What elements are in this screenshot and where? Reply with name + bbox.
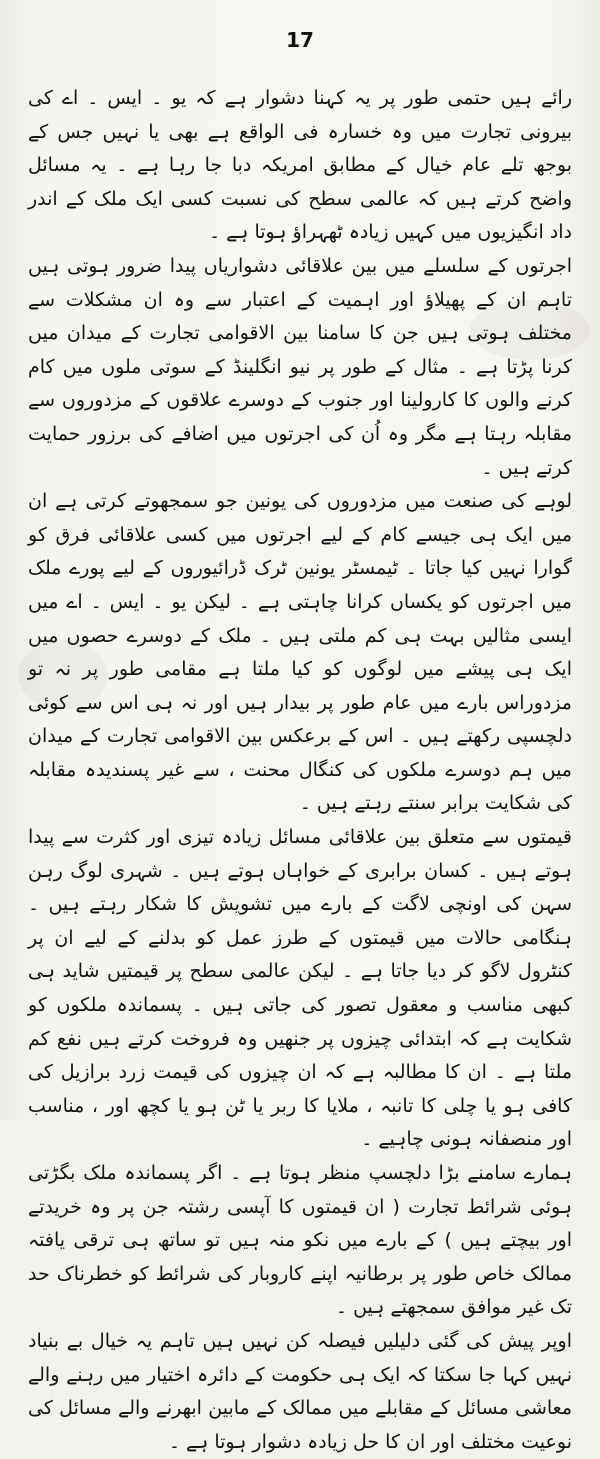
paragraph-6: اوپر پیش کی گئی دلیلیں فیصلہ کن نہیں ہیں تاہم یہ خیال بے بنیاد نہیں کہا جا سکتا کہ ایک ہی حکومت کے دائرہ اختیار میں رہنے والے معاشی مسائل کے مقابلے میں ممالک کے مابین ابھرنے والے مسائل کی نوعیت مختلف اور ان کا حل زیادہ دشوار ہوتا ہے ۔	[28, 1329, 572, 1453]
body-text	[28, 82, 572, 1459]
paragraph-4: قیمتوں سے متعلق بین علاقائی مسائل زیادہ تیزی اور کثرت سے پیدا ہوتے ہیں ۔ کسان برابری کے خواہاں ہوتے ہیں ۔ شہری لوگ رہن سہن کی اونچی لاگت کے بارے میں تشویش کا شکار رہتے ہیں ۔ ہنگامی حالات میں قیمتوں کے طرز عمل کو بدلنے کے لیے ان پر کنٹرول لاگو کر دیا جاتا ہے ۔ لیکن عالمی سطح پر قیمتیں شاید ہی کبھی مناسب و معقول تصور کی جاتی ہیں ۔ پسماندہ ملکوں کو شکایت ہے کہ ابتدائی چیزوں پر جنھیں وہ فروخت کرتے ہیں نفع کم ملتا ہے ۔ ان کا مطالبہ ہے کہ ان چیزوں کی قیمت زرد برازیل کی کافی ہو یا چلی کا تانبہ ، ملایا کا ربر یا ٹن ہو یا کچھ اور ، مناسب اور منصفانہ ہونی چاہیے ۔	[28, 826, 572, 1151]
paragraph-2: اجرتوں کے سلسلے میں بین علاقائی دشواریاں پیدا ضرور ہوتی ہیں تاہم ان کے پھیلاؤ اور اہمیت کے اعتبار سے وہ ان مشکلات سے مختلف ہوتی ہیں جن کا سامنا بین الاقوامی تجارت کے میدان میں کرنا پڑتا ہے ۔ مثال کے طور پر نیو انگلینڈ کے سوتی ملوں میں کام کرنے والوں کا کارولینا اور جنوب کے دوسرے علاقوں کے مزدوروں سے مقابلہ رہتا ہے مگر وہ اُن کی اجرتوں میں اضافے کی برزور حمایت کرتے ہیں ۔	[28, 254, 572, 479]
paragraph-5: ہمارے سامنے بڑا دلچسپ منظر ہوتا ہے ۔ اگر پسماندہ ملک بگڑتی ہوئی شرائط تجارت ( ان قیمتوں کا آپسی رشتہ جن پر وہ خریدتے اور بیچتے ہیں ) کے بارے میں نکو منہ ہیں تو ساتھ ہی ترقی یافتہ ممالک خاص طور پر برطانیہ اپنے کاروبار کی شرائط کو خطرناک حد تک غیر موافق سمجھتے ہیں ۔	[28, 1162, 572, 1319]
paragraph-1: رائے ہیں حتمی طور پر یہ کہنا دشوار ہے کہ یو ۔ ایس ۔ اے کی بیرونی تجارت میں وہ خسارہ فی الواقع ہے بھی یا نہیں جس کے بوجھ تلے عام خیال کے مطابق امریکہ دبا جا رہا ہے ۔ یہ مسائل واضح کرتے ہیں کہ عالمی سطح کی نسبت کسی ایک ملک کے اندر داد انگیزیوں میں کہیں زیادہ ٹھہراؤ ہوتا ہے ۔	[28, 87, 572, 244]
page-number: 17	[286, 28, 314, 52]
paragraph-3: لوہے کی صنعت میں مزدوروں کی یونین جو سمجھوتے کرتی ہے ان میں ایک ہی جیسے کام کے لیے اجرتوں میں کسی علاقائی فرق کو گوارا نہیں کیا جاتا ۔ ٹیمسٹر یونین ٹرک ڈرائیوروں کے لیے پورے ملک میں اجرتوں کو یکساں کرانا چاہتی ہے ۔ لیکن یو ۔ ایس ۔ اے میں ایسی مثالیں بہت ہی کم ملتی ہیں ۔ ملک کے دوسرے حصوں میں ایک ہی پیشے میں لوگوں کو کیا ملتا ہے مقامی طور پر نہ تو مزدوراس بارے میں عام طور پر بیدار ہیں اور نہ ہی اس سے کوئی دلچسپی رکھتے ہیں ۔ اس کے برعکس بین الاقوامی تجارت کے میدان میں ہم دوسرے ملکوں کی کنگال محنت ، سے غیر پسندیدہ مقابلہ کی شکایت برابر سنتے رہتے ہیں ۔	[28, 490, 572, 815]
